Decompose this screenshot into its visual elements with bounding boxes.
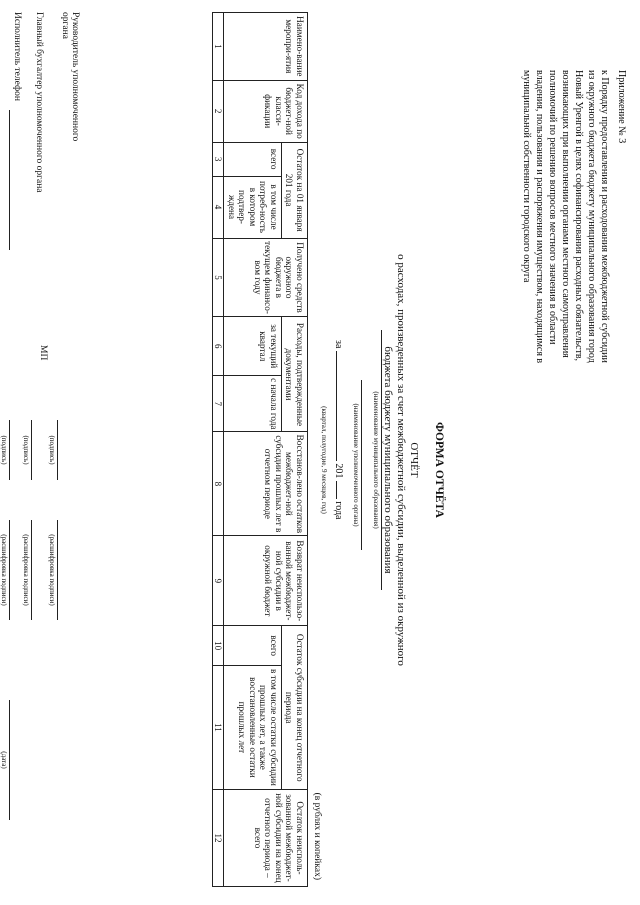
column-number: 10 (213, 626, 225, 665)
municipality-caption: (наименование муниципального образования) (372, 391, 380, 529)
period-year: 201 (333, 463, 344, 479)
report-table (212, 12, 308, 887)
report-heading (381, 250, 420, 670)
executor-signature-caption: (подпись) (0, 435, 8, 465)
column-number: 7 (213, 376, 225, 432)
date-caption: (дата) (0, 751, 8, 769)
column-number: 11 (213, 665, 225, 789)
header-balance-need: в том числе потреб-ность в котором подтвер-ждена (224, 176, 282, 238)
column-number: 5 (213, 238, 225, 317)
head-decoding-caption: (расшифровка подписи) (48, 534, 56, 606)
executor-phone-line (9, 110, 10, 250)
head-signature-caption: (подпись) (48, 435, 56, 465)
accountant-signature-caption: (подпись) (22, 435, 30, 465)
municipality-line (381, 330, 382, 590)
report-title: ОТЧЁТ (408, 442, 420, 478)
header-expenses: Расходы, подтвержденные документами (282, 317, 308, 432)
executor-decoding-caption: (расшифровка подписи) (0, 534, 8, 606)
accountant-label: Главный бухгалтер уполномоченного органа (34, 12, 44, 193)
column-number: 1 (213, 13, 225, 81)
executor-decoding-line (9, 520, 10, 620)
appendix-line: из окружного бюджета бюджету муниципального образования город (586, 70, 597, 363)
appendix-number: Приложение № 3 (616, 70, 627, 144)
date-line (9, 700, 10, 820)
header-end-total: всего (224, 626, 282, 665)
period-suffix: года (333, 501, 344, 520)
appendix-line: к Порядку предоставления и расходования межбюджетной субсидии (599, 70, 610, 363)
header-expenses-quarter: за текущий квартал (224, 317, 282, 376)
appendix-line: владения, пользования и распоряжения имуществом, находящимся в (534, 70, 545, 364)
period-caption: (квартал, полугодие, 9 месяцев, год) (320, 406, 328, 514)
header-balance-total: всего (224, 142, 282, 176)
column-number: 9 (213, 536, 225, 626)
accountant-decoding-caption: (расшифровка подписи) (22, 534, 30, 606)
accountant-signature-line (31, 420, 32, 480)
header-restored: Восстанов-лено остатков межбюджет-ной субсидии прошлых лет в отчетном периоде (224, 432, 308, 536)
form-title: ФОРМА ОТЧЁТА (433, 422, 445, 518)
accountant-decoding-line (31, 520, 32, 620)
header-received: Получено средств окружного бюджета в текущем финансо-вом году (224, 238, 308, 317)
column-number: 4 (213, 176, 225, 238)
executor-signature-line (9, 420, 10, 480)
stamp-place: МП (38, 345, 48, 361)
authority-caption: (наименование уполномоченного органа) (352, 403, 360, 527)
period-line (333, 340, 344, 519)
header-code: Код дохода по бюджет-ной класси-фикации (224, 80, 308, 142)
header-returned: Возврат неиспользо-ванной межбюджет-ной субсидии в окружной бюджет (224, 536, 308, 626)
executor-label: Исполнитель телефон (12, 12, 22, 101)
header-balance: Остаток на 01 января 201 года (282, 142, 308, 238)
appendix-line: возникающих при выполнении органами местного самоуправления (560, 70, 571, 358)
appendix-line: муниципальной собственности городского округа (521, 70, 532, 283)
header-end-including: в том числе остатки субсидии прошлых лет, а также восстановленные остатки прошлых лет (224, 665, 282, 789)
head-signature-line (57, 420, 58, 480)
header-end-balance: Остаток субсидии на конец отчетного периода (282, 626, 308, 790)
column-number: 8 (213, 432, 225, 536)
header-name: Наимено-вание меропри-ятия (224, 13, 308, 81)
header-unused: Остаток неисполь-зованной межбюджет-ной субсидии на конец отчетного периода – всего (224, 789, 308, 886)
column-number: 6 (213, 317, 225, 376)
report-subtitle: о расходах, произведенных за счет межбюджетной субсидии, выделенной из окружного бюджета бюджету муниципального образования (382, 254, 407, 666)
authority-line (361, 380, 362, 550)
column-number: 3 (213, 142, 225, 176)
unit-note: (в рублях и копейках) (312, 792, 322, 880)
appendix-block (520, 70, 628, 390)
appendix-line: полномочий по решению вопросов местного значения в области (547, 70, 558, 345)
head-label: Руководитель уполномоченного органа (60, 12, 80, 142)
appendix-line: Новый Уренгой в целях софинансирования расходных обязательств, (573, 70, 584, 362)
column-number: 2 (213, 80, 225, 142)
head-decoding-line (57, 520, 58, 620)
header-expenses-since-start: с начала года (224, 376, 282, 432)
column-number: 12 (213, 789, 225, 886)
period-prefix: за (333, 340, 344, 349)
